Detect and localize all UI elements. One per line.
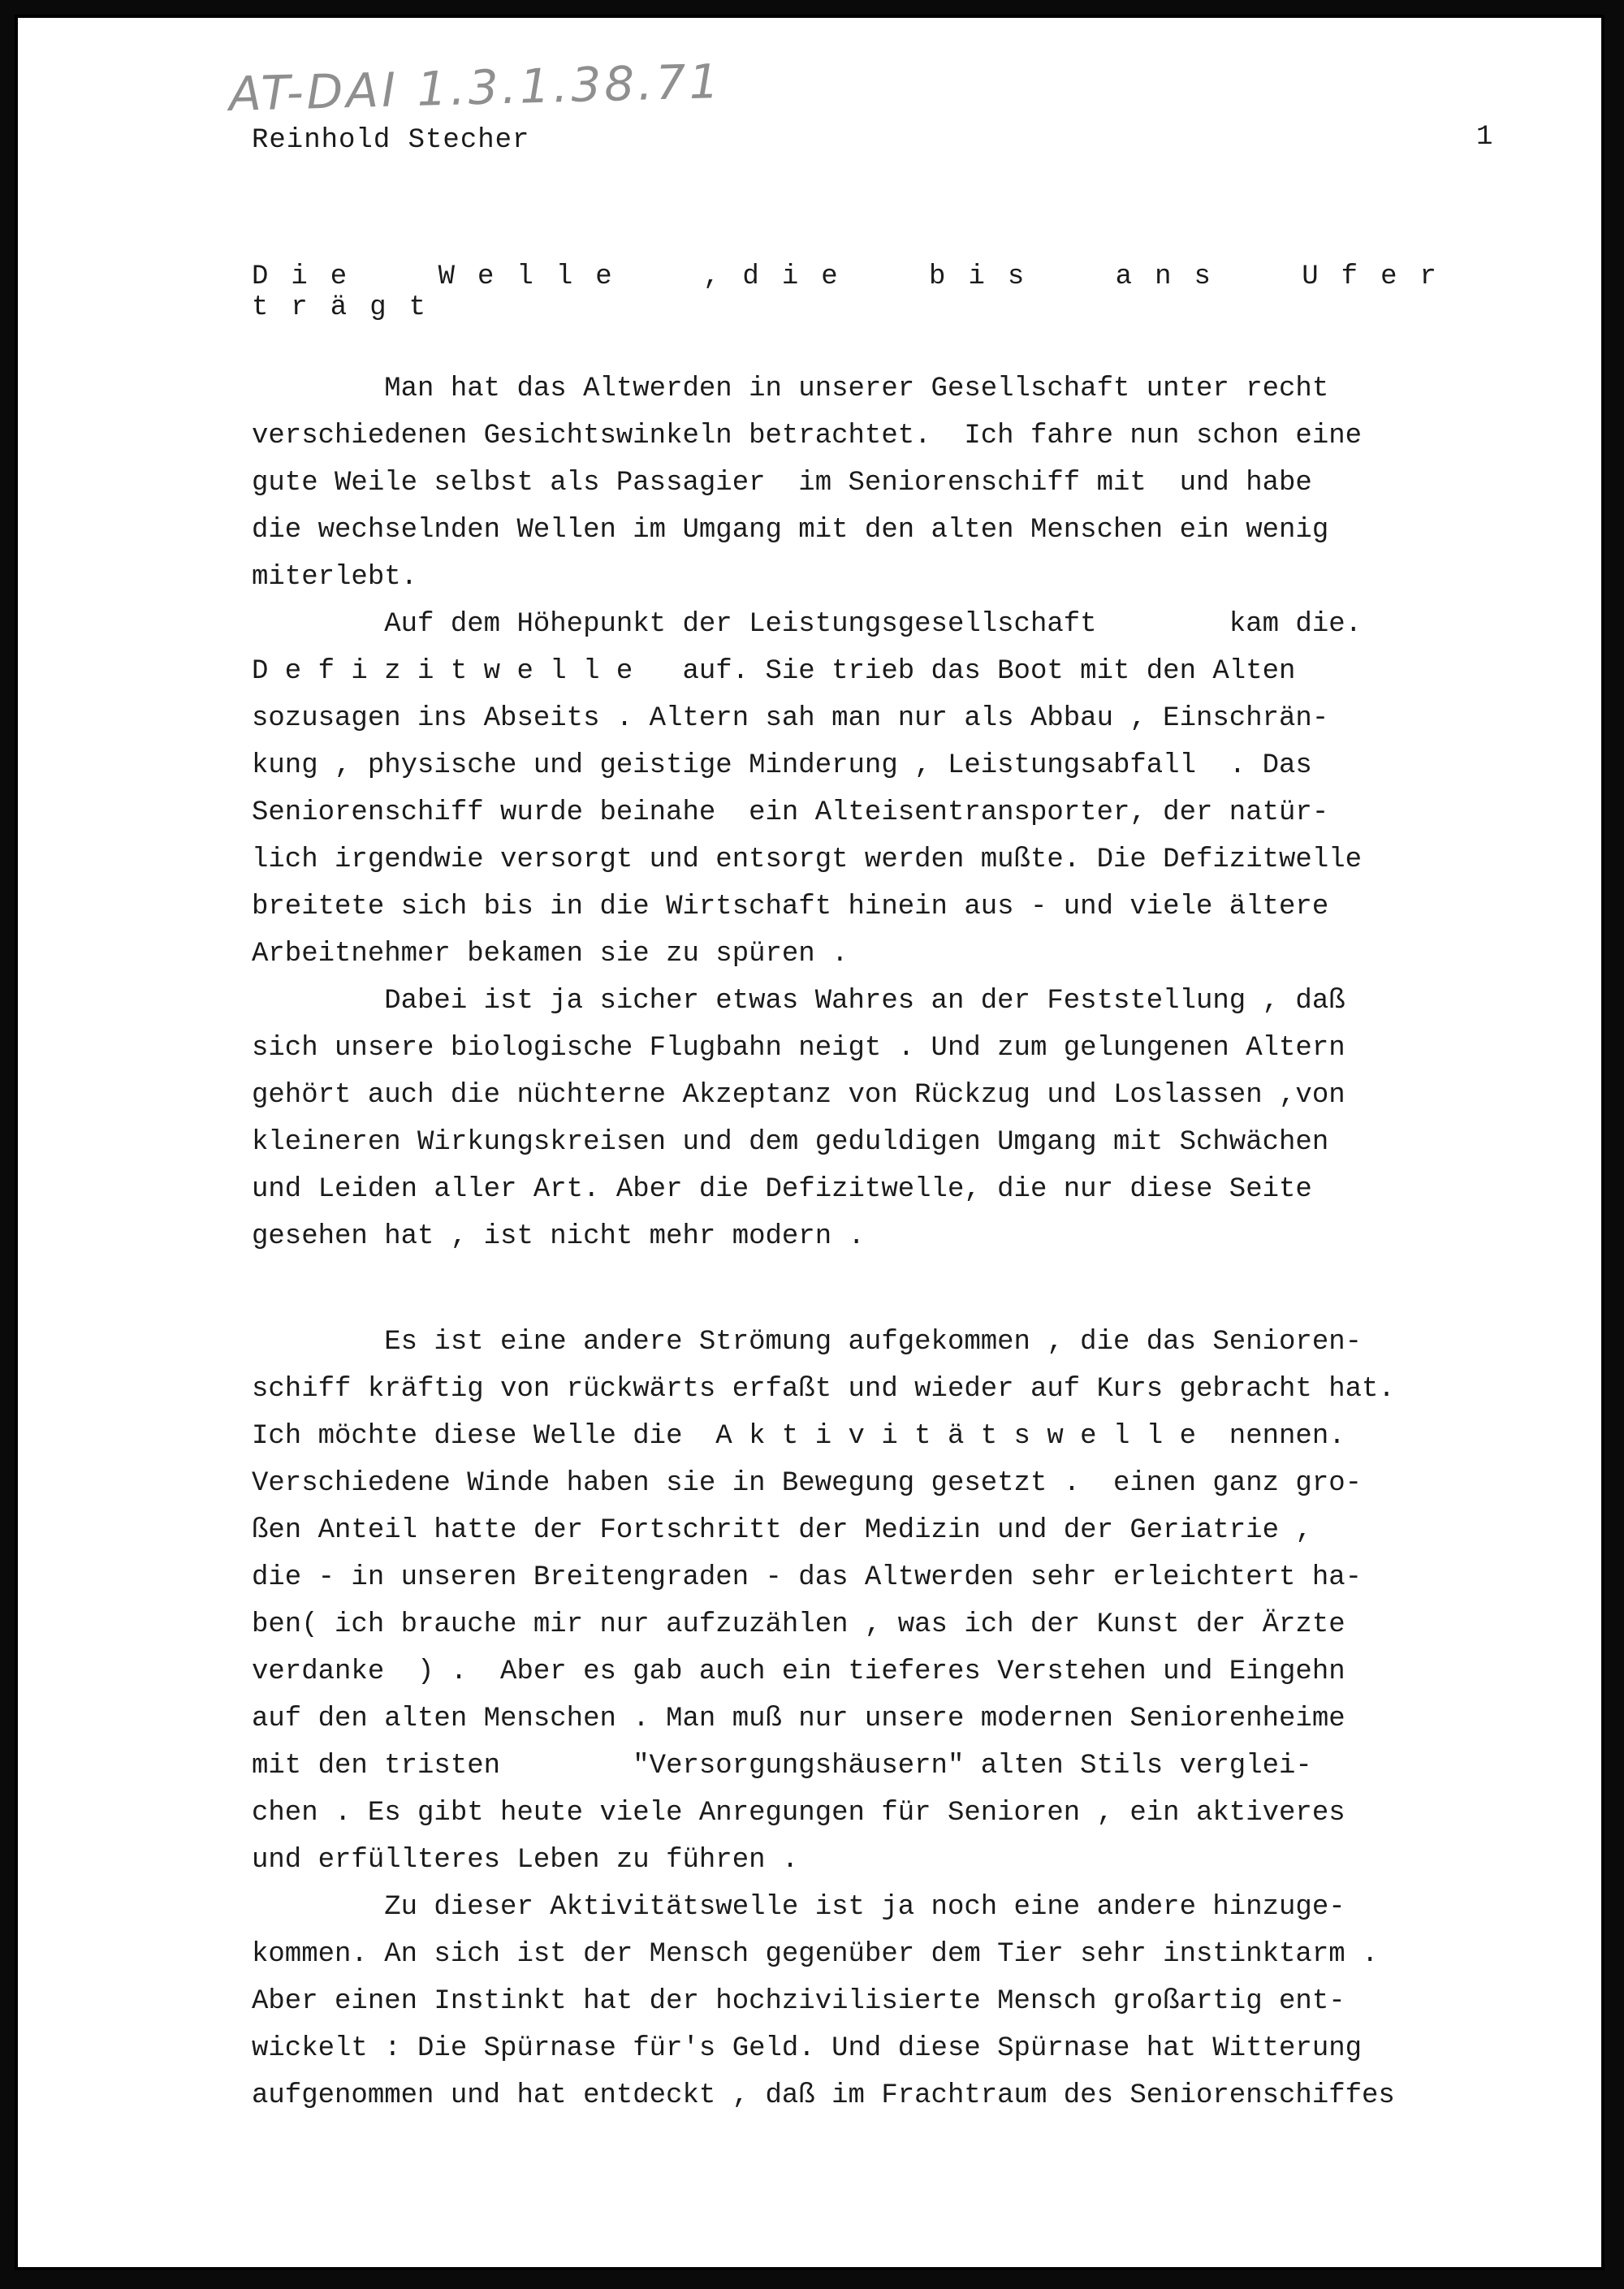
paragraph-3: Dabei ist ja sicher etwas Wahres an der Feststellung , daß sich unsere biologische Flugbahn neigt . Und zum gelungenen Altern gehört auch die nüchterne Akzeptanz von Rückzug und Loslassen ,von kleineren Wirkungskreisen und dem geduldigen Umgang mit Schwächen und Leiden aller Art. Aber die Defizitwelle, die nur diese Seite gesehen hat , ist nicht mehr modern . bbox=[252, 986, 1345, 1252]
paragraph-5: Zu dieser Aktivitätswelle ist ja noch eine andere hinzuge- kommen. An sich ist der Mensch gegenüber dem Tier sehr instinktarm . Aber einen Instinkt hat der hochzivilisierte Mensch großartig ent- wickelt : Die Spürnase für's Geld. Und diese Spürnase hat Witterung aufgenommen und hat entdeckt , daß im Frachtraum des Seniorenschiffes bbox=[252, 1892, 1395, 2111]
document-title bbox=[252, 261, 1518, 323]
paragraph-4: Es ist eine andere Strömung aufgekommen , die das Senioren- schiff kräftig von rückwärts erfaßt und wieder auf Kurs gebracht hat. Ich möchte diese Welle die A k t i v i t ä t s w e l l e nennen. Verschiedene Winde haben sie in Bewegung gesetzt . einen ganz gro- ßen Anteil hatte der Fortschritt der Medizin und der Geriatrie , die - in unseren Breitengraden - das Altwerden sehr erleichtert ha- ben( ich brauche mir nur aufzuzählen , was ich der Kunst der Ärzte verdanke ) . Aber es gab auch ein tieferes Verstehen und Eingehn auf den alten Menschen . Man muß nur unsere modernen Seniorenheime mit den tristen "Versorgungshäusern" alten Stils verglei- chen . Es gibt heute viele Anregungen für Senioren , ein aktiveres und erfüllteres Leben zu führen . bbox=[252, 1327, 1395, 1876]
archive-reference-handwritten: AT-DAI 1.3.1.38.71 bbox=[228, 54, 723, 122]
paragraph-1: Man hat das Altwerden in unserer Gesellschaft unter recht verschiedenen Gesichtswinkeln betrachtet. Ich fahre nun schon eine gute Weile selbst als Passagier im Seniorenschiff mit und habe die wechselnden Wellen im Umgang mit den alten Menschen ein wenig miterlebt. bbox=[252, 374, 1363, 593]
document-title-text: Die Welle ,die bis ans Ufer trägt bbox=[252, 261, 1459, 323]
page-number: 1 bbox=[1476, 122, 1493, 153]
author-name: Reinhold Stecher bbox=[252, 125, 530, 156]
paragraph-2: Auf dem Höhepunkt der Leistungsgesellschaft kam die. D e f i z i t w e l l e auf. Sie trieb das Boot mit den Alten sozusagen ins Abseits . Altern sah man nur als Abbau , Einschrän- kung , physische und geistige Minderung , Leistungsabfall . Das Seniorenschiff wurde beinahe ein Alteisentransporter, der natür- lich irgendwie versorgt und entsorgt werden mußte. Die Defizitwelle breitete sich bis in die Wirtschaft hinein aus - und viele ältere Arbeitnehmer bekamen sie zu spüren . bbox=[252, 609, 1363, 970]
document-page bbox=[15, 15, 1605, 2270]
